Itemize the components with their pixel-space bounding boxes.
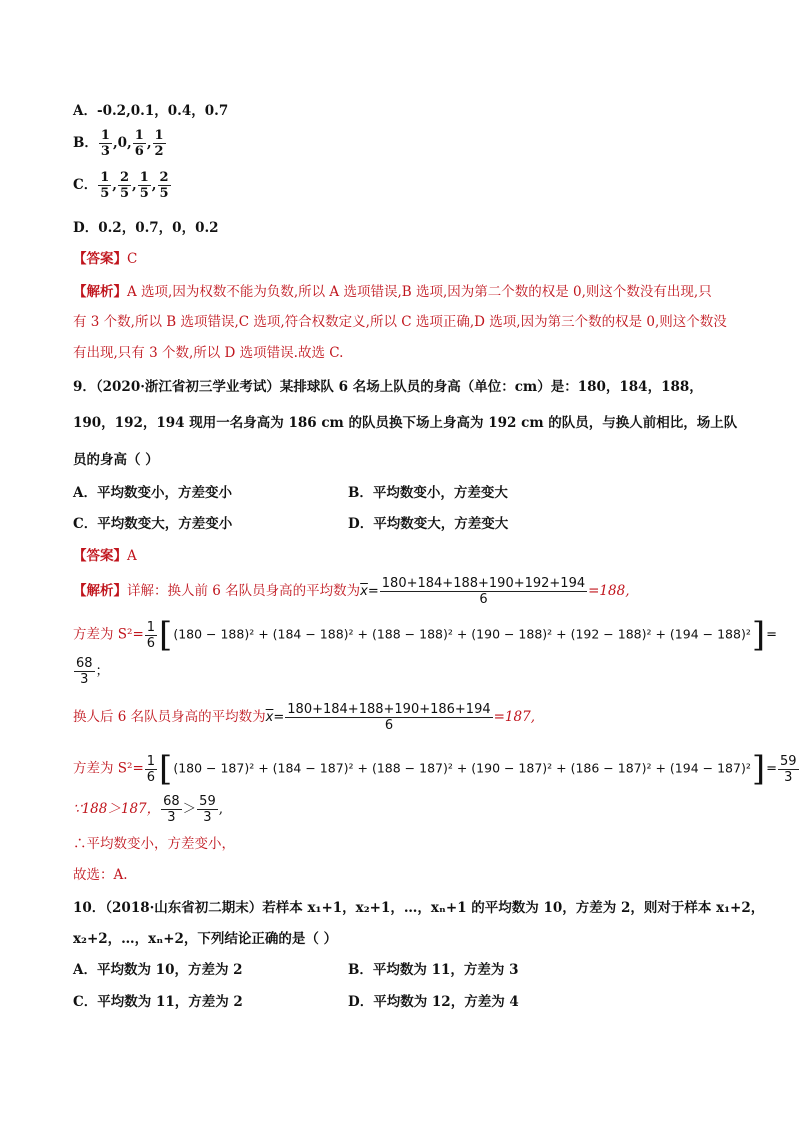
q9-variance-before-result [73, 656, 109, 687]
numerator: 2 [120, 170, 130, 185]
semicolon: ； [95, 663, 110, 679]
bracket-open: [ [159, 615, 173, 655]
q10-option-d: D．平均数为 12，方差为 4 [348, 994, 519, 1010]
q10-option-a: A．平均数为 10，方差为 2 [73, 962, 243, 978]
denominator: 5 [139, 186, 149, 201]
equals-sign: = [766, 761, 777, 777]
x-bar-symbol: $\overline{x}$ [265, 710, 274, 725]
denominator: 6 [134, 144, 144, 159]
fraction-59-3 [197, 794, 218, 825]
q9-mean-after [73, 702, 535, 733]
equals-sign: = [766, 627, 777, 643]
numerator: 59 [199, 794, 216, 809]
denominator: 2 [154, 144, 164, 159]
numerator: 1 [100, 128, 110, 143]
q9-conclusion: ∴平均数变小，方差变小， [73, 836, 235, 852]
fraction [98, 170, 111, 201]
q8-option-c [73, 170, 172, 201]
one-sixth-fraction [145, 754, 157, 785]
q9-comparison [73, 794, 223, 825]
bracket-open: [ [159, 749, 173, 789]
mean-before-result: =188, [588, 583, 630, 599]
denominator: 3 [80, 672, 89, 687]
denominator: 5 [159, 186, 169, 201]
denominator: 5 [100, 186, 110, 201]
mean-after-result: =187, [493, 709, 535, 725]
numerator: 1 [139, 170, 149, 185]
q9-mean-before [73, 576, 630, 607]
separator: , [132, 177, 137, 193]
denominator: 3 [167, 810, 176, 825]
mean-before-label: 详解：换人前 6 名队员身高的平均数为 [127, 583, 361, 599]
fraction [99, 128, 112, 159]
answer-value: C [127, 251, 138, 267]
separator: , [146, 135, 152, 151]
q9-choose: 故选：A. [73, 867, 128, 883]
denominator: 6 [384, 718, 394, 733]
bracket-close: ] [751, 749, 766, 789]
variance-before-label: 方差为 S²= [73, 626, 144, 643]
q10-option-c: C．平均数为 11，方差为 2 [73, 994, 243, 1010]
separator: , [112, 177, 117, 193]
fraction [158, 170, 171, 201]
denominator: 6 [146, 769, 156, 785]
numerator: 2 [159, 170, 169, 185]
mean-before-fraction [380, 576, 587, 607]
answer-tag: 【答案】 [73, 548, 127, 564]
numerator: 68 [163, 794, 180, 809]
fraction [138, 170, 151, 201]
denominator: 3 [100, 144, 110, 159]
mean-after-fraction [285, 702, 492, 733]
equals-sign: = [273, 710, 285, 725]
q8-analysis-line-2: 有 3 个数,所以 B 选项错误,C 选项,符合权数定义,所以 C 选项正确,D 选项,因为第三个数的权是 0,则这个数没 [73, 314, 727, 330]
separator: , [151, 177, 157, 193]
q8-option-d: D．0.2，0.7，0，0.2 [73, 220, 219, 236]
variance-after-label: 方差为 S²= [73, 760, 144, 777]
q8-analysis-line-3: 有出现,只有 3 个数,所以 D 选项错误.故选 C. [73, 345, 344, 361]
q8-option-b-prefix: B． [73, 135, 98, 151]
numerator: 180+184+188+190+192+194 [381, 576, 586, 591]
q9-option-b: B．平均数变小，方差变大 [348, 485, 508, 501]
variance-after-terms: (180 − 187)² + (184 − 187)² + (188 − 187)² + (190 − 187)² + (186 − 187)² + (194 − 187)² [173, 760, 751, 776]
q9-stem-line-3: 员的身高（ ） [73, 452, 159, 468]
answer-tag: 【答案】 [73, 251, 127, 267]
denominator: 5 [120, 186, 130, 201]
q10-option-b: B．平均数为 11，方差为 3 [348, 962, 519, 978]
mean-after-label: 换人后 6 名队员身高的平均数为 [73, 709, 266, 725]
comma: , [218, 801, 224, 817]
q10-stem-line-1: 10．（2018·山东省初二期末）若样本 x₁+1，x₂+1，…，xₙ+1 的平均数为 10，方差为 2，则对于样本 x₁+2， [73, 900, 765, 916]
numerator: 1 [134, 128, 144, 143]
q8-option-a: A．-0.2,0.1，0.4，0.7 [73, 103, 229, 119]
numerator: 1 [154, 128, 164, 143]
numerator: 180+184+188+190+186+194 [287, 702, 491, 717]
q9-variance-before [73, 615, 777, 655]
analysis-tag: 【解析】 [73, 284, 127, 300]
variance-before-fraction [74, 656, 95, 687]
q9-variance-after [73, 749, 800, 789]
fraction [118, 170, 131, 201]
denominator: 6 [146, 635, 156, 651]
denominator: 6 [479, 592, 488, 607]
q9-option-a: A．平均数变小，方差变小 [73, 485, 232, 501]
variance-before-terms: (180 − 188)² + (184 − 188)² + (188 − 188)² + (190 − 188)² + (192 − 188)² + (194 − 188)² [173, 626, 751, 642]
q8-analysis-line-1 [73, 283, 712, 301]
comparison-prefix: ∵188＞187， [73, 801, 161, 817]
numerator: 68 [76, 656, 93, 671]
q9-answer [73, 547, 137, 565]
q9-stem-line-1: 9．（2020·浙江省初三学业考试）某排球队 6 名场上队员的身高（单位：cm）是：180，184，188， [73, 379, 703, 395]
denominator: 3 [784, 769, 793, 785]
answer-value: A [127, 548, 137, 564]
q9-option-d: D．平均数变大，方差变大 [348, 516, 509, 532]
equals-sign: = [367, 584, 379, 599]
separator: ,0, [112, 135, 132, 151]
analysis-text: A 选项,因为权数不能为负数,所以 A 选项错误,B 选项,因为第二个数的权是 0,则这个数没有出现,只 [127, 284, 712, 300]
q10-stem-line-2: x₂+2，…，xₙ+2，下列结论正确的是（ ） [73, 931, 338, 947]
fraction [153, 128, 166, 159]
q8-option-c-prefix: C． [73, 177, 98, 193]
fraction [133, 128, 146, 159]
fraction-68-3 [161, 794, 182, 825]
variance-after-fraction [778, 754, 799, 785]
q9-stem-line-2: 190，192，194 现用一名身高为 186 cm 的队员换下场上身高为 192 cm 的队员，与换人前相比，场上队 [73, 415, 738, 431]
numerator: 59 [780, 753, 797, 769]
analysis-tag: 【解析】 [73, 583, 127, 599]
bracket-close: ] [751, 615, 766, 655]
q9-option-c: C．平均数变大，方差变小 [73, 516, 233, 532]
q8-answer [73, 250, 137, 268]
x-bar-symbol: $\overline{x}$ [360, 584, 368, 599]
denominator: 3 [203, 810, 212, 825]
q8-option-b [73, 128, 167, 159]
one-sixth-fraction [145, 620, 157, 651]
greater-than: ＞ [182, 801, 197, 817]
numerator: 1 [146, 753, 156, 769]
numerator: 1 [146, 619, 156, 635]
numerator: 1 [100, 170, 110, 185]
